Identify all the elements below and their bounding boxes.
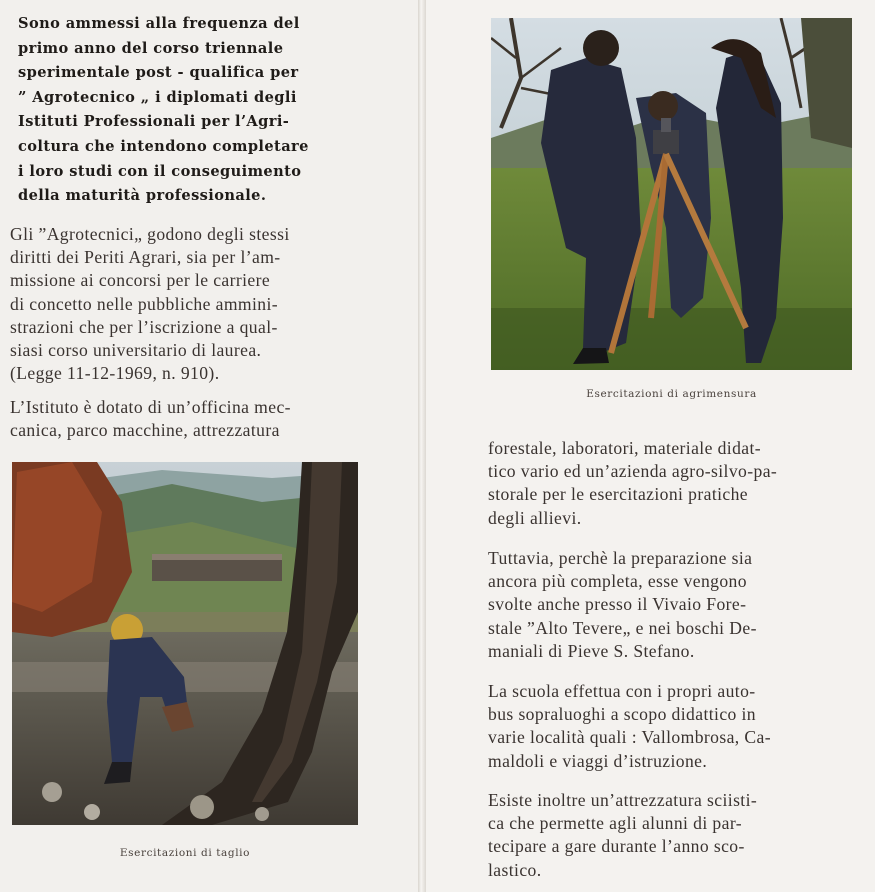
text-line: Istituti Professionali per l’Agri-: [18, 113, 290, 131]
text-line: (Legge 11-12-1969, n. 910).: [10, 363, 220, 384]
page-fold: [418, 0, 426, 892]
text-line: canica, parco macchine, attrezzatura: [10, 420, 280, 441]
esiste-paragraph: [488, 789, 860, 882]
text-line: bus sopraluoghi a scopo didattico in: [488, 704, 757, 725]
officina-paragraph: [10, 396, 370, 442]
tuttavia-paragraph: [488, 547, 860, 663]
photo-tree-cutting: [12, 462, 358, 825]
text-line: coltura che intendono completare: [18, 137, 309, 155]
text-line: degli allievi.: [488, 507, 582, 528]
text-line: Gli ”Agrotecnici„ godono degli stessi: [10, 224, 290, 244]
text-line: ancora più completa, esse vengono: [488, 571, 747, 592]
text-line: missione ai concorsi per le carriere: [10, 270, 271, 291]
forestale-paragraph: [488, 437, 860, 530]
text-line: sperimentale post - qualifica per: [18, 64, 299, 82]
photo-surveying: [491, 18, 852, 370]
text-line: stale ”Alto Tevere„ e nei boschi De-: [488, 617, 757, 638]
text-line: storale per le esercitazioni pratiche: [488, 484, 749, 505]
text-line: strazioni che per l’iscrizione a qual-: [10, 316, 278, 337]
text-line: Esiste inoltre un’attrezzatura sciisti-: [488, 790, 758, 810]
text-line: maniali di Pieve S. Stefano.: [488, 640, 695, 661]
text-line: ” Agrotecnico „ i diplomati degli: [18, 88, 297, 106]
text-line: forestale, laboratori, materiale didat-: [488, 438, 762, 458]
text-line: ca che permette agli alunni di par-: [488, 813, 742, 834]
text-line: primo anno del corso triennale: [18, 39, 284, 57]
text-line: varie località quali : Vallombrosa, Ca-: [488, 727, 772, 748]
text-line: tecipare a gare durante l’anno sco-: [488, 836, 745, 857]
text-line: tico vario ed un’azienda agro-silvo-pa-: [488, 461, 778, 482]
text-line: Sono ammessi alla frequenza del: [18, 15, 300, 32]
text-line: i loro studi con il conseguimento: [18, 162, 302, 180]
text-line: lastico.: [488, 859, 542, 880]
text-line: maldoli e viaggi d’istruzione.: [488, 750, 708, 771]
text-line: della maturità professionale.: [18, 187, 267, 205]
text-line: L’Istituto è dotato di un’officina mec-: [10, 397, 291, 417]
text-line: svolte anche presso il Vivaio Fore-: [488, 594, 747, 615]
text-line: di concetto nelle pubbliche ammini-: [10, 293, 279, 314]
text-line: La scuola effettua con i propri auto-: [488, 681, 756, 701]
scuola-paragraph: [488, 680, 860, 773]
text-line: diritti dei Periti Agrari, sia per l’am-: [10, 247, 281, 268]
text-line: Tuttavia, perchè la preparazione sia: [488, 548, 753, 568]
intro-paragraph: [18, 12, 373, 209]
diritti-paragraph: [10, 223, 370, 385]
caption-surveying: Esercitazioni di agrimensura: [586, 388, 757, 400]
text-line: siasi corso universitario di laurea.: [10, 340, 262, 361]
caption-tree-cutting: Esercitazioni di taglio: [119, 847, 251, 859]
